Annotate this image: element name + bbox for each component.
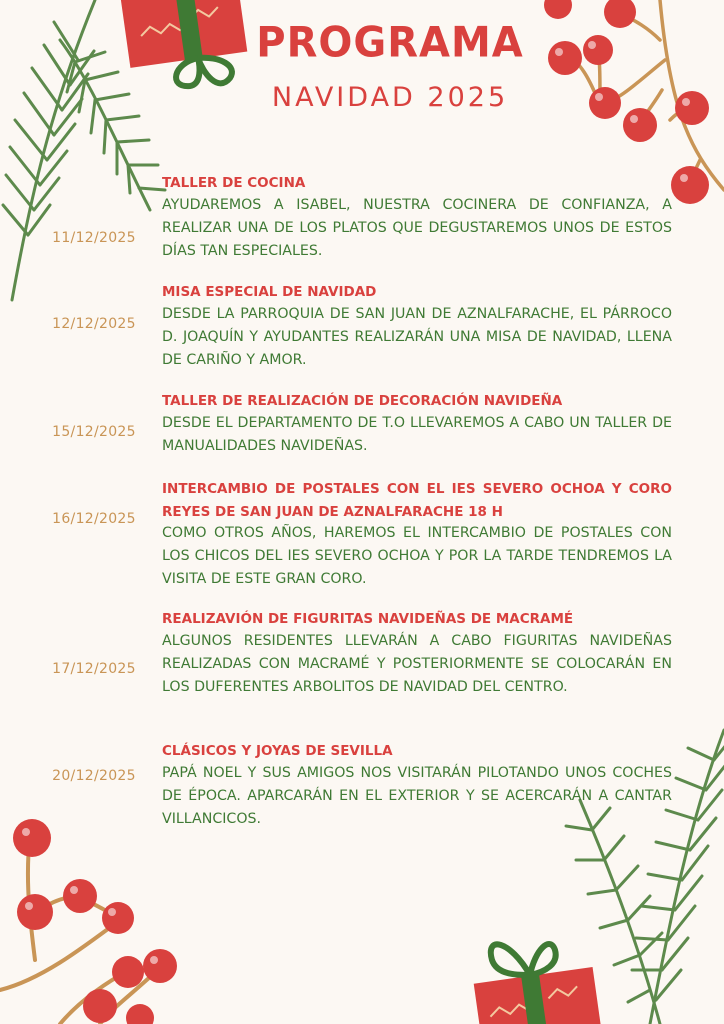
event-title: MISA ESPECIAL DE NAVIDAD xyxy=(162,284,377,300)
event-date: 16/12/2025 xyxy=(52,511,136,527)
gift-box-icon xyxy=(474,944,603,1024)
event-description: DESDE LA PARROQUIA DE SAN JUAN DE AZNALFARACHE, EL PÁRROCO D. JOAQUÍN Y AYUDANTES REALIZARÁN UNA MISA DE NAVIDAD, LLENA DE CARIÑO Y AMOR. xyxy=(162,306,672,368)
event-title: TALLER DE REALIZACIÓN DE DECORACIÓN NAVIDEÑA xyxy=(162,393,563,409)
event-title: TALLER DE COCINA xyxy=(162,175,306,191)
event-title: INTERCAMBIO DE POSTALES CON EL IES SEVERO OCHOA Y CORO REYES DE SAN JUAN DE AZNALFARACHE 18 H xyxy=(162,481,672,520)
event-title: REALIZAVIÓN DE FIGURITAS NAVIDEÑAS DE MACRAMÉ xyxy=(162,611,574,627)
berry-branch-icon xyxy=(0,819,177,1024)
event-description: DESDE EL DEPARTAMENTO DE T.O LLEVAREMOS A CABO UN TALLER DE MANUALIDADES NAVIDEÑAS. xyxy=(162,415,672,454)
page-title: PROGRAMA xyxy=(256,18,524,68)
event-date: 17/12/2025 xyxy=(52,661,136,677)
page-subtitle: NAVIDAD 2025 xyxy=(271,82,509,113)
event-description: ALGUNOS RESIDENTES LLEVARÁN A CABO FIGURITAS NAVIDEÑAS REALIZADAS CON MACRAMÉ Y POSTERIORMENTE SE COLOCARÁN EN LOS DUFERENTES ARBOLITOS DE NAVIDAD DEL CENTRO. xyxy=(162,633,672,695)
event-description: PAPÁ NOEL Y SUS AMIGOS NOS VISITARÁN PILOTANDO UNOS COCHES DE ÉPOCA. APARCARÁN EN EL EXTERIOR Y SE ACERCARÁN A CANTAR VILLANCICOS. xyxy=(162,765,672,827)
event-date: 20/12/2025 xyxy=(52,768,136,784)
event-date: 12/12/2025 xyxy=(52,316,136,332)
event-date: 11/12/2025 xyxy=(52,230,136,246)
event-description: COMO OTROS AÑOS, HAREMOS EL INTERCAMBIO DE POSTALES CON LOS CHICOS DEL IES SEVERO OCHOA Y POR LA TARDE TENDREMOS LA VISITA DE ESTE GRAN CORO. xyxy=(162,525,672,587)
event-description: AYUDAREMOS A ISABEL, NUESTRA COCINERA DE CONFIANZA, A REALIZAR UNA DE LOS PLATOS QUE DEGUSTAREMOS UNOS DE ESTOS DÍAS TAN ESPECIALES. xyxy=(162,197,672,259)
event-title: CLÁSICOS Y JOYAS DE SEVILLA xyxy=(162,743,393,759)
event-date: 15/12/2025 xyxy=(52,424,136,440)
